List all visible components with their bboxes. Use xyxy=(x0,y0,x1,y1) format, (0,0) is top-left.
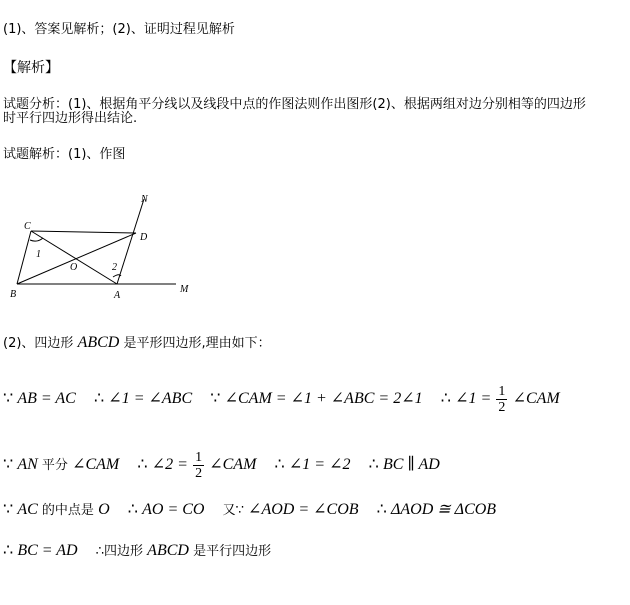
label-d: D xyxy=(140,232,148,243)
bisect-text: 平分 xyxy=(41,458,68,473)
part2-quad: ABCD xyxy=(77,334,120,351)
quad-name: ABCD xyxy=(147,542,189,559)
analysis-heading: 【解析】 xyxy=(3,60,59,76)
midpoint-text: 的中点是 xyxy=(41,503,94,518)
label-b: B xyxy=(10,289,17,300)
therefore-symbol: ∴ xyxy=(368,456,379,473)
because-symbol: ∵ xyxy=(210,390,221,407)
fraction-one-half xyxy=(496,384,507,415)
therefore-symbol: ∴ xyxy=(376,501,387,518)
equation: ∠CAM = ∠1 + ∠ABC = 2∠1 xyxy=(224,390,423,407)
proof-line-1 xyxy=(3,384,560,415)
proof-line-3 xyxy=(3,502,496,519)
fraction-denominator: 2 xyxy=(195,466,203,481)
equation: ∠AOD = ∠COB xyxy=(248,501,359,518)
point-o: O xyxy=(98,501,110,518)
therefore-symbol: ∴ xyxy=(440,390,451,407)
answer-summary: (1)、答案见解析；(2)、证明过程见解析 xyxy=(3,22,235,37)
because-symbol: ∵ xyxy=(3,456,14,473)
proof-line-2 xyxy=(3,450,440,481)
because-symbol: ∵ xyxy=(3,390,14,407)
equation: BC = AD xyxy=(17,542,78,559)
equation: AB = AC xyxy=(17,390,76,407)
therefore-quad-text: ∴四边形 xyxy=(95,544,144,559)
angle-cam: ∠CAM xyxy=(72,456,120,473)
label-angle-1: 1 xyxy=(36,249,41,260)
equation: ∠CAM xyxy=(512,390,560,407)
analysis-text-line1: 试题分析：(1)、根据角平分线以及线段中点的作图法则作出图形(2)、根据两组对边分别相等的四边形 xyxy=(3,97,586,112)
segment-ac: AC xyxy=(17,501,38,518)
geometry-figure xyxy=(0,185,200,310)
segment-an: AN xyxy=(17,456,38,473)
fraction-denominator: 2 xyxy=(498,400,506,415)
label-angle-2: 2 xyxy=(112,262,117,273)
segment-cd xyxy=(31,231,136,233)
equation: BC ∥ AD xyxy=(382,456,440,473)
label-n: N xyxy=(141,194,148,205)
segment-ca xyxy=(31,231,117,284)
label-m: M xyxy=(180,284,189,295)
also-because-text: 又∵ xyxy=(222,503,244,518)
conclusion-text: 是平行四边形 xyxy=(193,544,272,559)
fraction-numerator: 1 xyxy=(498,384,506,399)
label-o: O xyxy=(70,262,78,273)
equation: ∠1 = ∠ABC xyxy=(108,390,193,407)
because-symbol: ∵ xyxy=(3,501,14,518)
equation: ∠2 = xyxy=(151,456,188,473)
equation: ΔAOD ≅ ΔCOB xyxy=(391,501,497,518)
therefore-symbol: ∴ xyxy=(137,456,148,473)
equation: AO = CO xyxy=(142,501,205,518)
label-c: C xyxy=(24,221,31,232)
segment-bc xyxy=(17,231,31,284)
therefore-symbol: ∴ xyxy=(93,390,105,407)
angle-1-arc xyxy=(30,238,43,241)
therefore-symbol: ∴ xyxy=(127,501,138,518)
equation: ∠1 = xyxy=(455,390,492,407)
proof-line-4 xyxy=(3,543,271,560)
part2-statement xyxy=(3,335,271,352)
solution-intro: 试题解析：(1)、作图 xyxy=(3,147,126,162)
equation: ∠CAM xyxy=(209,456,257,473)
part2-rest: 是平形四边形,理由如下： xyxy=(123,336,271,351)
fraction-numerator: 1 xyxy=(195,450,203,465)
analysis-text-line2: 时平行四边形得出结论. xyxy=(3,111,138,126)
label-a: A xyxy=(114,290,121,301)
fraction-one-half xyxy=(193,450,204,481)
equation: ∠1 = ∠2 xyxy=(288,456,351,473)
part2-lead: (2)、四边形 xyxy=(3,336,74,351)
therefore-symbol: ∴ xyxy=(3,542,14,559)
therefore-symbol: ∴ xyxy=(274,456,285,473)
